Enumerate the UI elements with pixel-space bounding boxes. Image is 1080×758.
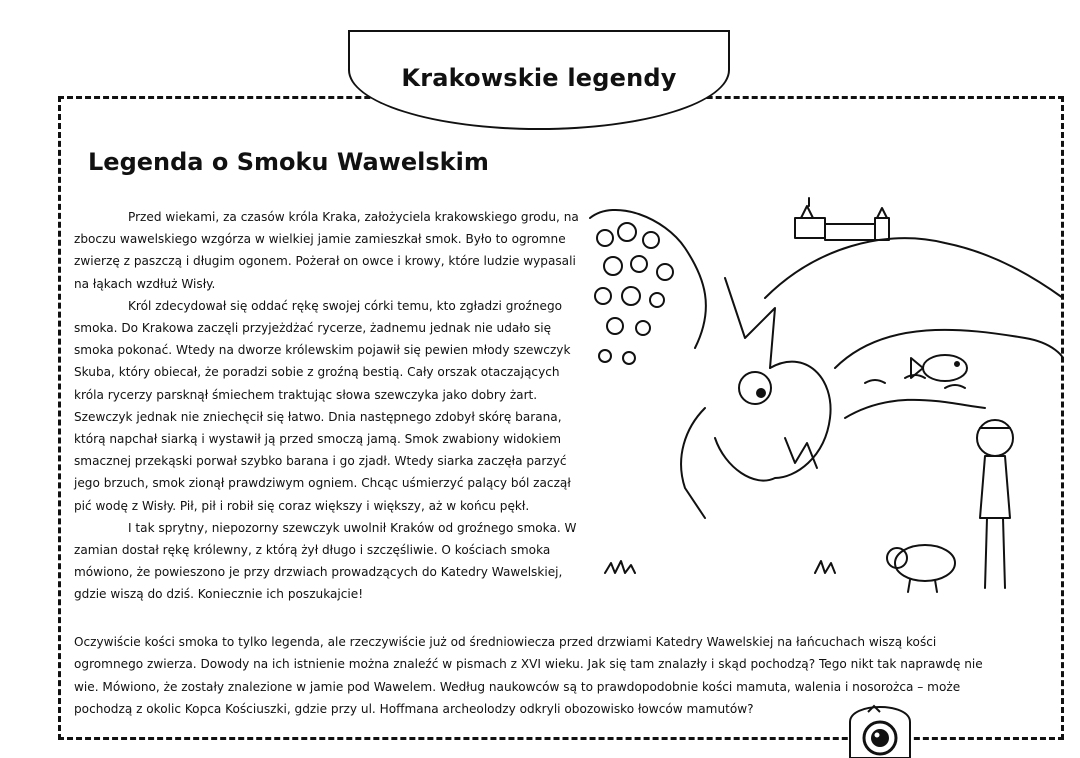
hill-outline <box>765 238 1063 298</box>
story-title: Legenda o Smoku Wawelskim <box>88 148 489 176</box>
shoemaker-boy-icon <box>977 420 1013 588</box>
header-title: Krakowskie legendy <box>401 64 677 92</box>
story-text <box>74 206 586 606</box>
castle-icon <box>795 198 889 240</box>
eye-mascot-icon <box>840 692 920 758</box>
river-outline <box>835 330 1063 418</box>
story-paragraph-3: I tak sprytny, niepozorny szewczyk uwolnił Kraków od groźnego smoka. W zamian dostał rękę królewny, z którą żył długo i szczęśliwie. O kościach smoka mówiono, że powieszono je przy drzwiach prowadzących do Katedry Wawelskiej, gdzie wiszą do dziś. Koniecznie ich poszukajcie! <box>74 520 577 602</box>
story-paragraph-2: Król zdecydował się oddać rękę swojej córki temu, kto zgładzi groźnego smoka. Do Krakowa zaczęli przyjeżdżać rycerze, żadnemu jednak nie udało się smoka pokonać. Wtedy na dworze królewskim pojawił się pewien młody szewczyk Skuba, który obiecał, że poradzi sobie z groźną bestią. Cały orszak otaczających króla rycerzy parsknął śmiechem traktując słowa szewczyka jako dobry żart. Szewczyk jednak nie zniechęcił się łatwo. Dnia następnego zdobył skórę barana, którą napchał siarką i wystawił ją przed smoczą jamą. Smok zwabiony widokiem smacznej przekąski porwał szybko barana i go zjadł. Wtedy siarka zaczęła parzyć jego brzuch, smok zionął prawdziwym ogniem. Chcąc uśmierzyć palący ból zaczął pić wodę z Wisły. Pił, pił i robił się coraz większy i większy, aż w końcu pękł. <box>74 298 571 513</box>
story-paragraph-1: Przed wiekami, za czasów króla Kraka, założyciela krakowskiego grodu, na zboczu wawelskiego wzgórza w wielkiej jamie zamieszkał smok. Było to ogromne zwierzę z paszczą i długim ogonem. Pożerał on owce i krowy, które ludzie wypasali na łąkach wzdłuż Wisły. <box>74 210 579 291</box>
fish-icon <box>911 355 967 381</box>
dragon-scales <box>590 210 706 364</box>
dragon-illustration <box>585 188 1065 598</box>
footer-text: Oczywiście kości smoka to tylko legenda, ale rzeczywiście już od średniowiecza przed drzwiami Katedry Wawelskiej na łańcuchach wiszą kości ogromnego zwierza. Dowody na ich istnienie można znaleźć w pismach z XVI wieku. Jak się tam znalazły i skąd pochodzą? Tego nikt tak naprawdę nie wie. Mówiono, że zostały znalezione w jamie pod Wawelem. Według naukowców są to prawdopodobnie kości mamuta, walenia i nosorożca – może pochodzą z okolic Kopca Kościuszki, gdzie przy ul. Hoffmana archeolodzy odkryli obozowisko łowców mamutów? <box>74 635 983 717</box>
grass-outline <box>605 561 835 573</box>
sheep-icon <box>887 545 955 592</box>
dragon-head <box>681 278 830 518</box>
